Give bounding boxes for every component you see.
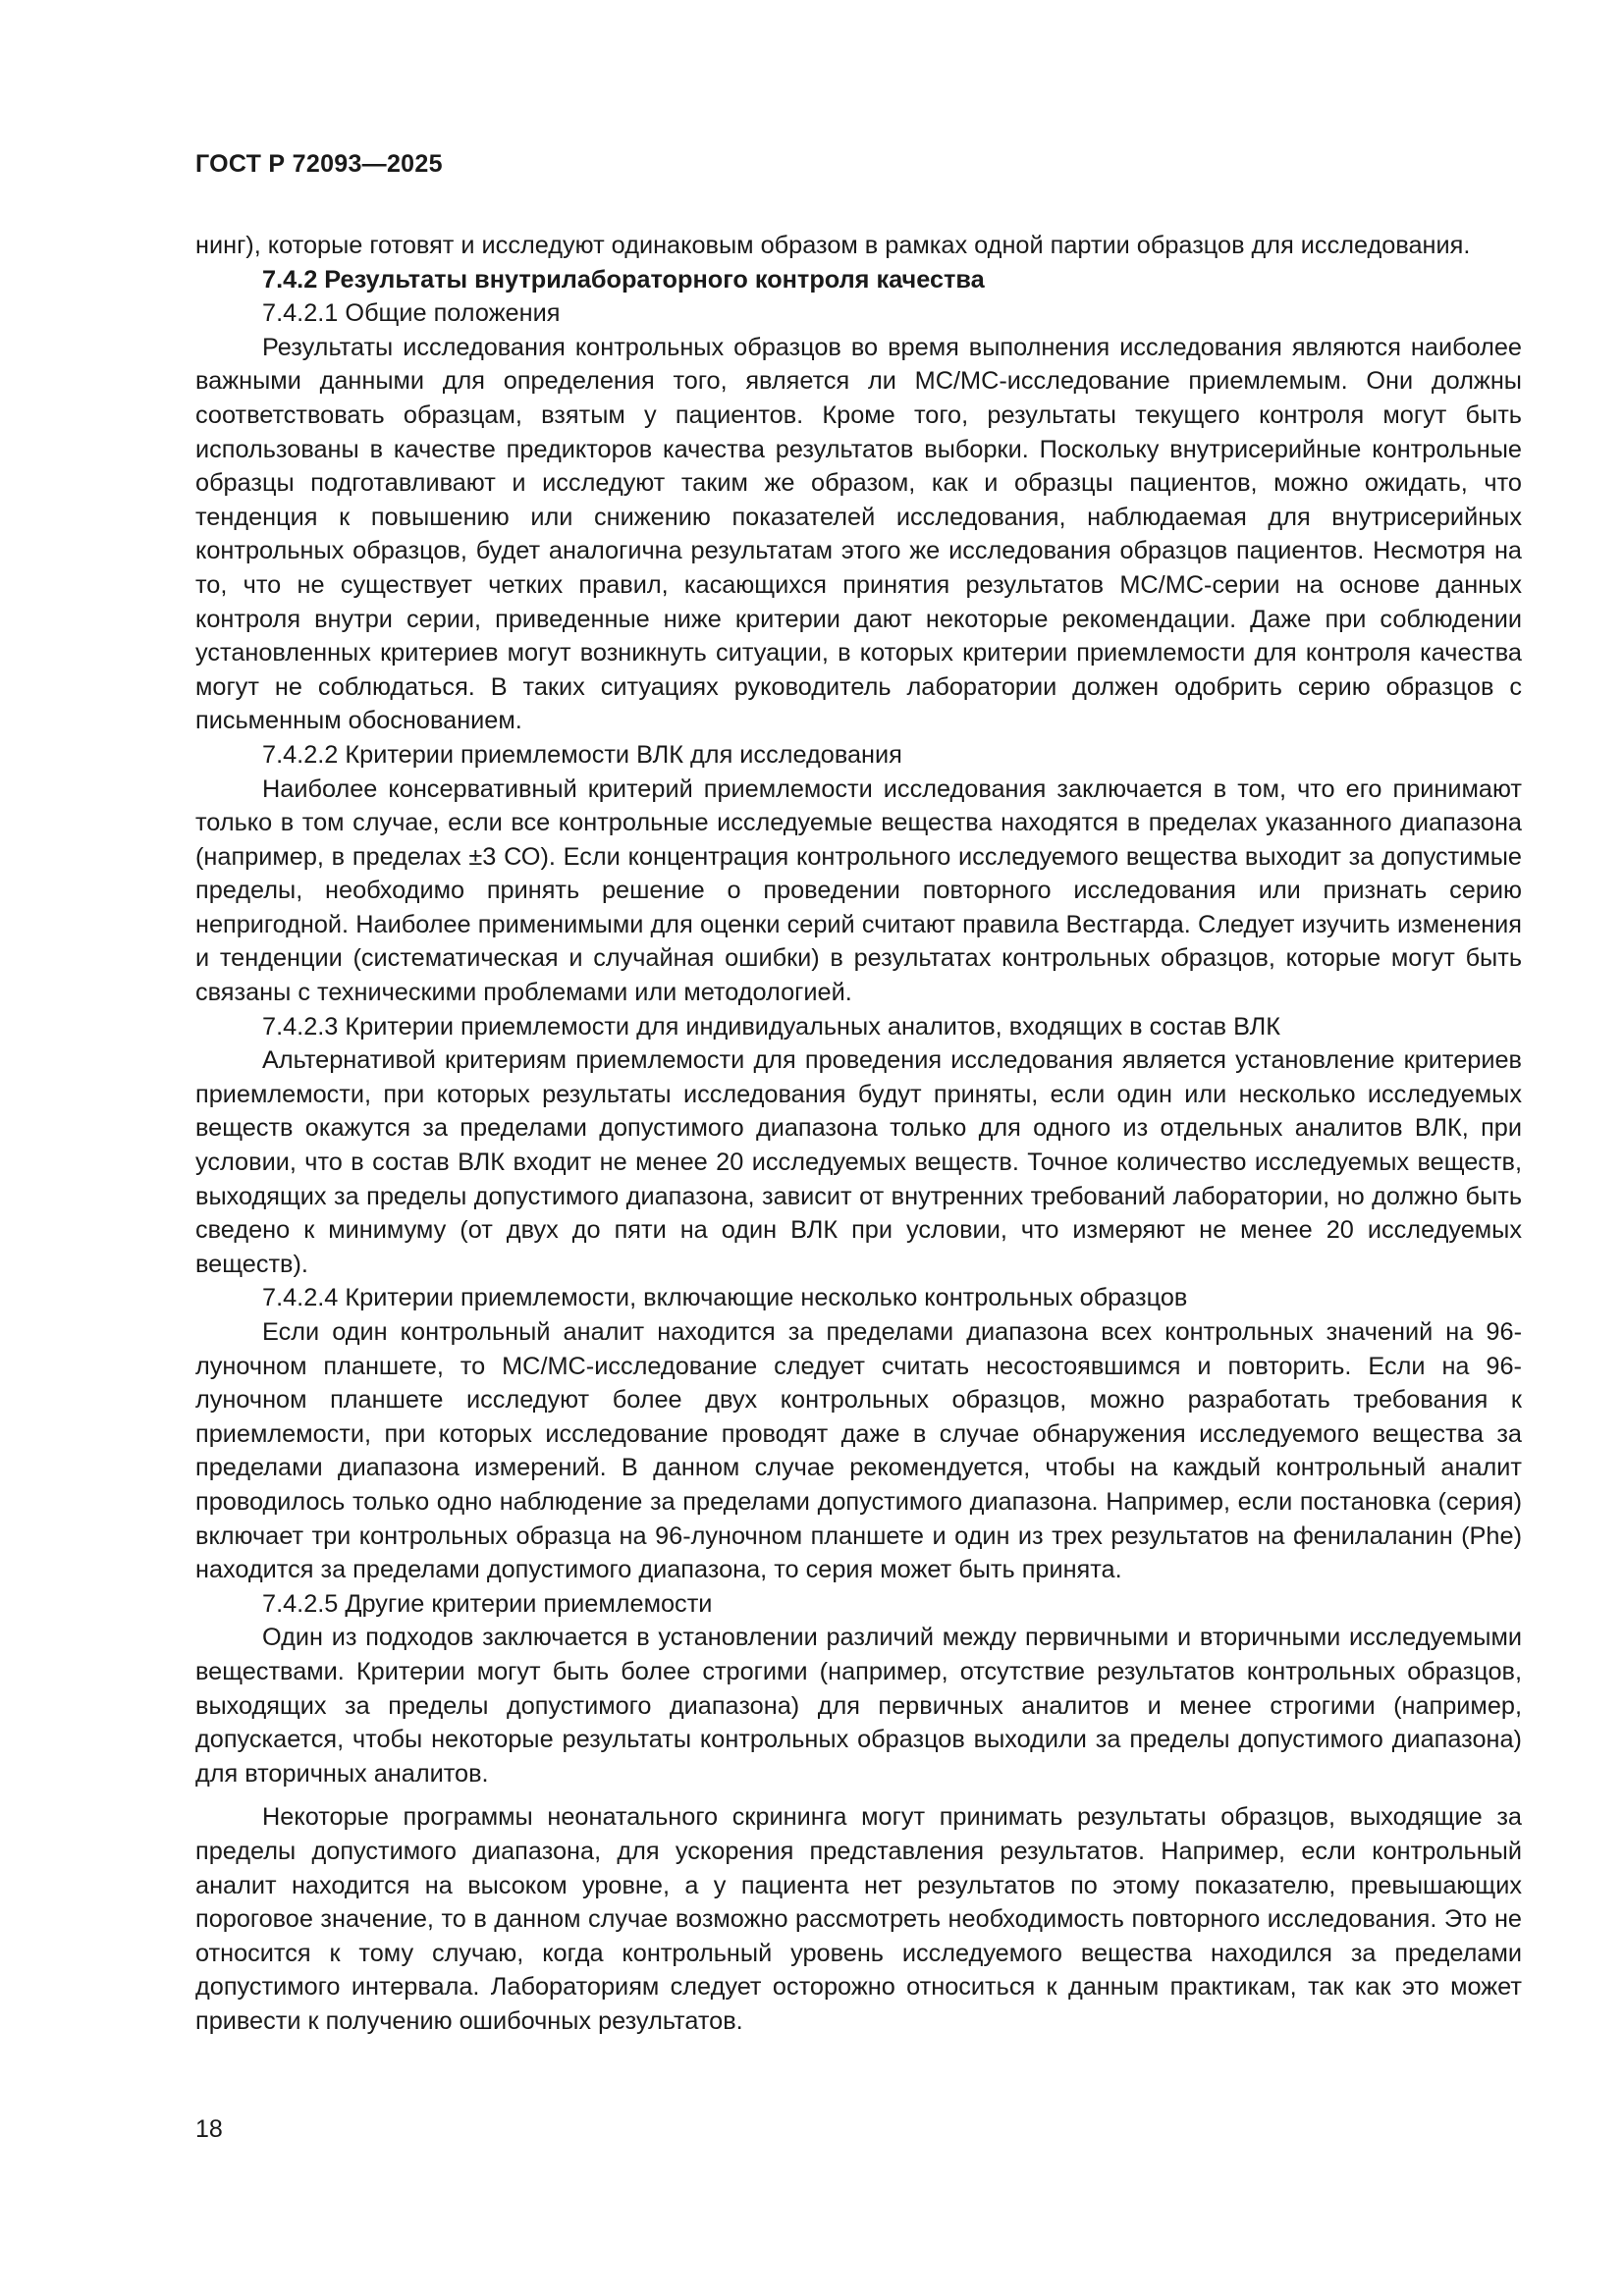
document-header: ГОСТ Р 72093—2025 [195,150,443,178]
paragraph-7-4-2-3: Альтернативой критериям приемлемости для проведения исследования является установление критериев приемлемости, при которых результаты исследования будут приняты, если один или несколько исследуемых веществ окажутся за пределами допустимого диапазона только для одного из отдельных аналитов ВЛК, при условии, что в состав ВЛК входит не менее 20 исследуемых веществ. Точное количество исследуемых веществ, выходящих за пределы допустимого диапазона, зависит от внутренних требований лаборатории, но должно быть сведено к минимуму (от двух до пяти на один ВЛК при условии, что измеряют не менее 20 исследуемых веществ). [195,1046,1522,1278]
paragraph-7-4-2-5-a: Один из подходов заключается в установлении различий между первичными и вторичными исследуемыми веществами. Критерии могут быть более строгими (например, отсутствие результатов контрольных образцов, выходящих за пределы допустимого диапазона) для первичных аналитов и менее строгими (например, допускается, чтобы некоторые результаты контрольных образцов выходили за пределы допустимого диапазона) для вторичных аналитов. [195,1624,1522,1788]
subsection-heading-7-4-2-2: 7.4.2.2 Критерии приемлемости ВЛК для исследования [262,740,902,769]
page-number: 18 [195,2115,223,2143]
subsection-heading-7-4-2-5: 7.4.2.5 Другие критерии приемлемости [262,1589,713,1618]
paragraph-7-4-2-2: Наиболее консервативный критерий приемлемости исследования заключается в том, что его принимают только в том случае, если все контрольные исследуемые вещества находятся в пределах указанного диапазона (например, в пределах ±3 СО). Если концентрация контрольного исследуемого вещества выходит за допустимые пределы, необходимо принять решение о проведении повторного исследования или признать серию непригодной. Наиболее применимыми для оценки серий считают правила Вестгарда. Следует изучить изменения и тенденции (систематическая и случайная ошибки) в результатах контрольных образцов, которые могут быть связаны с техническими проблемами или методологией. [195,774,1522,1007]
subsection-heading-7-4-2-4: 7.4.2.4 Критерии приемлемости, включающие несколько контрольных образцов [262,1284,1188,1312]
paragraph-7-4-2-5-b: Некоторые программы неонатального скрининга могут принимать результаты образцов, выходящие за пределы допустимого диапазона, для ускорения представления результатов. Например, если контрольный аналит находится на высоком уровне, а у пациента нет результатов по этому показателю, превышающих пороговое значение, то в данном случае возможно рассмотреть необходимость повторного исследования. Это не относится к тому случаю, когда контрольный уровень исследуемого вещества находился за пределами допустимого интервала. Лабораториям следует осторожно относиться к данным практикам, так как это может привести к получению ошибочных результатов. [195,1803,1522,2035]
continuation-paragraph: нинг), которые готовят и исследуют одинаковым образом в рамках одной партии образцов для исследования. [195,232,1471,259]
paragraph-7-4-2-1: Результаты исследования контрольных образцов во время выполнения исследования являются наиболее важными данными для определения того, является ли МС/МС-исследование приемлемым. Они должны соответствовать образцам, взятым у пациентов. Кроме того, результаты текущего контроля могут быть использованы в качестве предикторов качества результатов выборки. Поскольку внутрисерийные контрольные образцы подготавливают и исследуют таким же образом, как и образцы пациентов, можно ожидать, что тенденция к повышению или снижению показателей исследования, наблюдаемая для внутрисерийных контрольных образцов, будет аналогична результатам этого же исследования образцов пациентов. Несмотря на то, что не существует четких правил, касающихся принятия результатов МС/МС-серии на основе данных контроля внутри серии, приведенные ниже критерии дают некоторые рекомендации. Даже при соблюдении установленных критериев могут возникнуть ситуации, в которых критерии приемлемости для контроля качества могут не соблюдаться. В таких ситуациях руководитель лаборатории должен одобрить серию образцов с письменным обоснованием. [195,333,1522,735]
section-heading-7-4-2: 7.4.2 Результаты внутрилабораторного контроля качества [262,265,985,294]
document-body [195,229,1522,2038]
subsection-heading-7-4-2-1: 7.4.2.1 Общие положения [262,299,561,328]
paragraph-7-4-2-4: Если один контрольный аналит находится за пределами диапазона всех контрольных значений на 96-луночном планшете, то МС/МС-исследование следует считать несостоявшимся и повторить. Если на 96-луночном планшете исследуют более двух контрольных образцов, можно разработать требования к приемлемости, при которых исследование проводят даже в случае обнаружения исследуемого вещества за пределами диапазона измерений. В данном случае рекомендуется, чтобы на каждый контрольный аналит проводилось только одно наблюдение за пределами допустимого диапазона. Например, если постановка (серия) включает три контрольных образца на 96-луночном планшете и один из трех результатов на фенилаланин (Phe) находится за пределами допустимого диапазона, то серия может быть принята. [195,1318,1522,1584]
subsection-heading-7-4-2-3: 7.4.2.3 Критерии приемлемости для индивидуальных аналитов, входящих в состав ВЛК [262,1012,1281,1041]
